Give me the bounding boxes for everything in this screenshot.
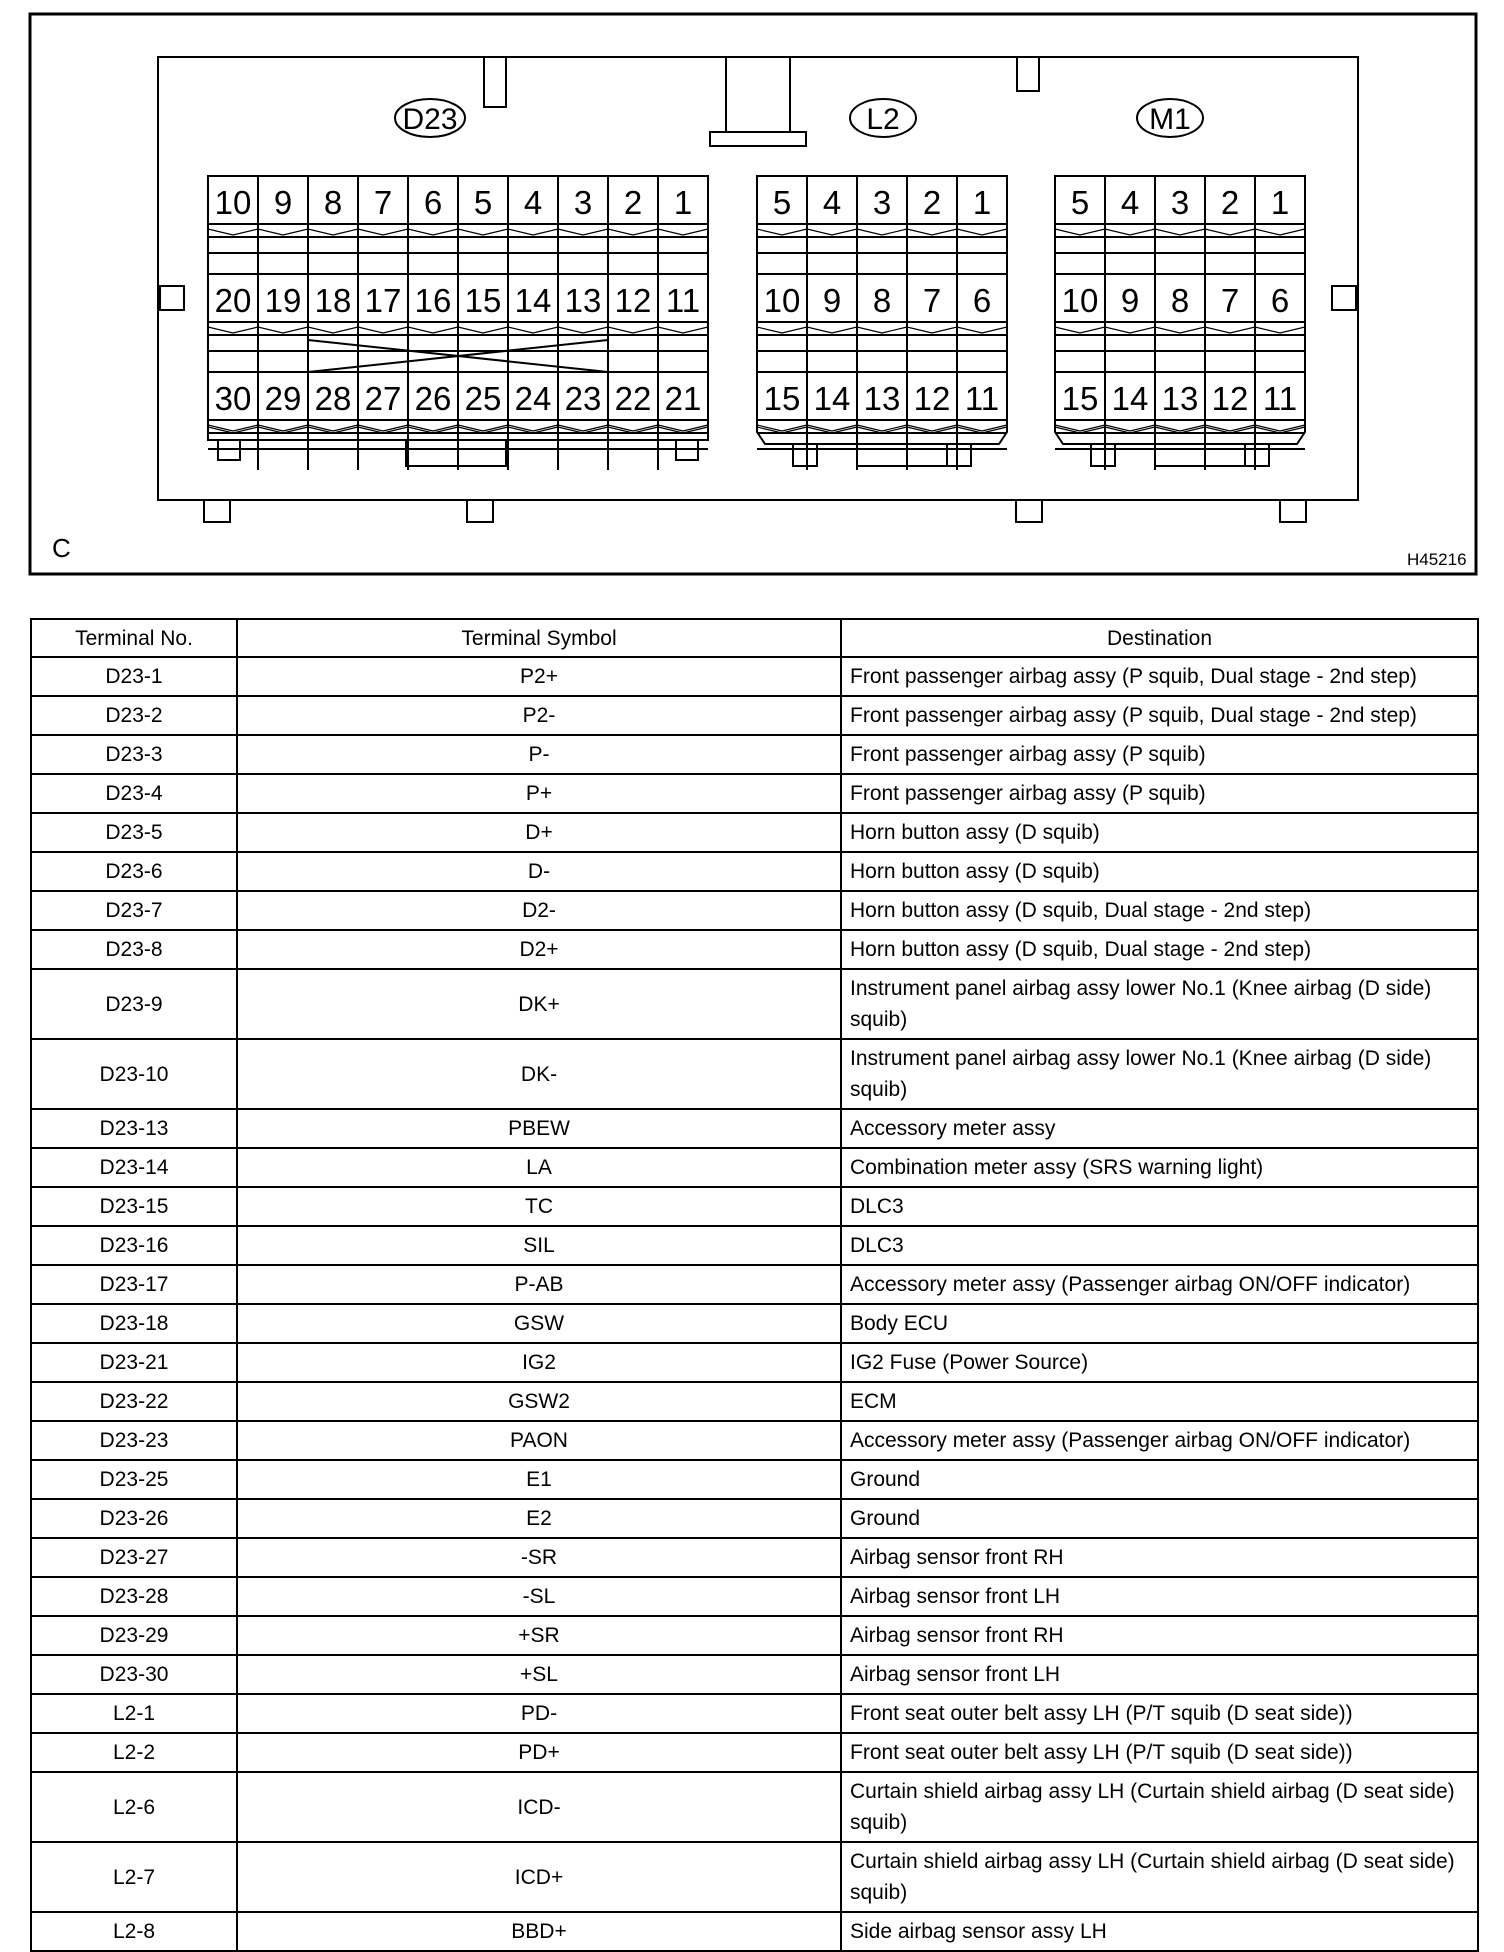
- table-row: [31, 1842, 1478, 1912]
- terminal-symbol-cell: +SR: [237, 1616, 841, 1655]
- terminal-no-cell: D23-8: [31, 930, 237, 969]
- destination-cell: Front passenger airbag assy (P squib): [841, 774, 1478, 813]
- terminal-symbol-cell: PBEW: [237, 1109, 841, 1148]
- terminal-no-cell: D23-15: [31, 1187, 237, 1226]
- table-row: [31, 1694, 1478, 1733]
- corner-label: C: [52, 533, 71, 563]
- header-terminal-no: Terminal No.: [31, 619, 237, 657]
- table-row: [31, 813, 1478, 852]
- terminal-symbol-cell: P2-: [237, 696, 841, 735]
- terminal-no-cell: L2-7: [31, 1842, 237, 1912]
- table-row: [31, 1382, 1478, 1421]
- pin-number: 4: [523, 184, 543, 221]
- pin-number: 16: [414, 282, 452, 319]
- terminal-no-cell: D23-7: [31, 891, 237, 930]
- terminal-symbol-cell: P2+: [237, 657, 841, 696]
- pin-number: 17: [364, 282, 402, 319]
- pin-number: 20: [214, 282, 252, 319]
- table-row: [31, 969, 1478, 1039]
- housing-side-tab: [1332, 286, 1356, 310]
- terminal-symbol-cell: D-: [237, 852, 841, 891]
- pin-number: 24: [514, 380, 552, 417]
- destination-cell: Accessory meter assy (Passenger airbag ON/OFF indicator): [841, 1421, 1478, 1460]
- figure-id: H45216: [1407, 550, 1467, 569]
- destination-cell: Front passenger airbag assy (P squib): [841, 735, 1478, 774]
- row-zigzag: [757, 229, 1007, 235]
- pin-number: 3: [1170, 184, 1190, 221]
- pin-number: 5: [772, 184, 792, 221]
- table-row: [31, 891, 1478, 930]
- connector-figure: [0, 0, 1504, 580]
- destination-cell: Front seat outer belt assy LH (P/T squib (D seat side)): [841, 1694, 1478, 1733]
- pin-number: 10: [1061, 282, 1099, 319]
- table-row: [31, 1148, 1478, 1187]
- pin-number: 13: [564, 282, 602, 319]
- terminal-no-cell: L2-1: [31, 1694, 237, 1733]
- terminal-symbol-cell: PD-: [237, 1694, 841, 1733]
- terminal-no-cell: L2-6: [31, 1772, 237, 1842]
- terminal-symbol-cell: GSW: [237, 1304, 841, 1343]
- pin-number: 15: [763, 380, 801, 417]
- terminal-symbol-cell: E1: [237, 1460, 841, 1499]
- terminal-no-cell: D23-6: [31, 852, 237, 891]
- terminal-no-cell: D23-28: [31, 1577, 237, 1616]
- terminal-symbol-cell: TC: [237, 1187, 841, 1226]
- row-zigzag: [757, 327, 1007, 333]
- pin-number: 14: [514, 282, 552, 319]
- pin-number: 26: [414, 380, 452, 417]
- connector-label: M1: [1149, 103, 1191, 136]
- housing-tab: [1017, 57, 1039, 91]
- pin-number: 19: [264, 282, 302, 319]
- terminal-no-cell: D23-13: [31, 1109, 237, 1148]
- terminal-symbol-cell: P-AB: [237, 1265, 841, 1304]
- housing-foot: [467, 500, 493, 522]
- destination-cell: Accessory meter assy: [841, 1109, 1478, 1148]
- pin-number: 5: [1070, 184, 1090, 221]
- table-row: [31, 1655, 1478, 1694]
- table-row: [31, 1538, 1478, 1577]
- terminal-symbol-cell: D2-: [237, 891, 841, 930]
- destination-cell: Curtain shield airbag assy LH (Curtain shield airbag (D seat side) squib): [841, 1842, 1478, 1912]
- pin-number: 1: [673, 184, 693, 221]
- connector-foot: [1245, 444, 1269, 466]
- terminal-symbol-cell: PAON: [237, 1421, 841, 1460]
- terminal-table: [30, 618, 1479, 1952]
- table-row: [31, 1772, 1478, 1842]
- pin-number: 4: [822, 184, 842, 221]
- table-row: [31, 1460, 1478, 1499]
- housing-lock-base: [710, 132, 806, 146]
- connector-foot: [406, 440, 506, 466]
- connector-label: D23: [402, 103, 458, 136]
- row-zigzag: [1055, 229, 1305, 235]
- pin-number: 8: [872, 282, 892, 319]
- terminal-symbol-cell: ICD-: [237, 1772, 841, 1842]
- connector-l2: [757, 99, 1007, 470]
- pin-number: 21: [664, 380, 702, 417]
- terminal-no-cell: L2-2: [31, 1733, 237, 1772]
- destination-cell: Instrument panel airbag assy lower No.1 (Knee airbag (D side) squib): [841, 969, 1478, 1039]
- terminal-no-cell: D23-27: [31, 1538, 237, 1577]
- pin-number: 9: [1120, 282, 1140, 319]
- terminal-symbol-cell: GSW2: [237, 1382, 841, 1421]
- pin-number: 13: [1161, 380, 1199, 417]
- table-row: [31, 1039, 1478, 1109]
- table-row: [31, 1499, 1478, 1538]
- destination-cell: Horn button assy (D squib, Dual stage - 2nd step): [841, 930, 1478, 969]
- pin-number: 2: [1220, 184, 1240, 221]
- pin-number: 10: [763, 282, 801, 319]
- header-terminal-symbol: Terminal Symbol: [237, 619, 841, 657]
- destination-cell: DLC3: [841, 1187, 1478, 1226]
- table-row: [31, 1265, 1478, 1304]
- pin-number: 6: [423, 184, 443, 221]
- pin-number: 15: [1061, 380, 1099, 417]
- pin-number: 7: [922, 282, 942, 319]
- destination-cell: Airbag sensor front RH: [841, 1538, 1478, 1577]
- terminal-symbol-cell: P-: [237, 735, 841, 774]
- destination-cell: ECM: [841, 1382, 1478, 1421]
- pin-number: 22: [614, 380, 652, 417]
- destination-cell: Horn button assy (D squib): [841, 852, 1478, 891]
- destination-cell: Combination meter assy (SRS warning light): [841, 1148, 1478, 1187]
- table-row: [31, 657, 1478, 696]
- terminal-symbol-cell: SIL: [237, 1226, 841, 1265]
- terminal-no-cell: D23-3: [31, 735, 237, 774]
- header-destination: Destination: [841, 619, 1478, 657]
- housing-foot: [1280, 500, 1306, 522]
- destination-cell: Airbag sensor front RH: [841, 1616, 1478, 1655]
- pin-number: 18: [314, 282, 352, 319]
- row-zigzag: [1055, 327, 1305, 333]
- connector-foot: [1091, 444, 1115, 466]
- pin-number: 30: [214, 380, 252, 417]
- table-row: [31, 735, 1478, 774]
- terminal-no-cell: D23-21: [31, 1343, 237, 1382]
- pin-number: 12: [913, 380, 951, 417]
- pin-number: 14: [813, 380, 851, 417]
- terminal-no-cell: D23-14: [31, 1148, 237, 1187]
- pin-number: 10: [214, 184, 252, 221]
- connector-diagram: [0, 0, 1504, 580]
- terminal-no-cell: D23-22: [31, 1382, 237, 1421]
- terminal-no-cell: L2-8: [31, 1912, 237, 1951]
- pin-number: 13: [863, 380, 901, 417]
- table-row: [31, 1577, 1478, 1616]
- destination-cell: Ground: [841, 1460, 1478, 1499]
- pin-number: 12: [614, 282, 652, 319]
- table-row: [31, 1616, 1478, 1655]
- terminal-symbol-cell: DK-: [237, 1039, 841, 1109]
- pin-number: 9: [273, 184, 293, 221]
- terminal-no-cell: D23-4: [31, 774, 237, 813]
- connector-label: L2: [866, 103, 900, 136]
- destination-cell: Horn button assy (D squib, Dual stage - 2nd step): [841, 891, 1478, 930]
- terminal-no-cell: D23-1: [31, 657, 237, 696]
- terminal-symbol-cell: D+: [237, 813, 841, 852]
- pin-number: 8: [1170, 282, 1190, 319]
- destination-cell: DLC3: [841, 1226, 1478, 1265]
- table-row: [31, 774, 1478, 813]
- destination-cell: Instrument panel airbag assy lower No.1 (Knee airbag (D side) squib): [841, 1039, 1478, 1109]
- terminal-no-cell: D23-26: [31, 1499, 237, 1538]
- connector-m1: [1055, 99, 1305, 470]
- pin-number: 8: [323, 184, 343, 221]
- destination-cell: Horn button assy (D squib): [841, 813, 1478, 852]
- pin-number: 11: [1262, 380, 1298, 417]
- table-row: [31, 696, 1478, 735]
- terminal-symbol-cell: +SL: [237, 1655, 841, 1694]
- pin-number: 3: [872, 184, 892, 221]
- table-row: [31, 1421, 1478, 1460]
- pin-number: 23: [564, 380, 602, 417]
- terminal-no-cell: D23-29: [31, 1616, 237, 1655]
- pin-number: 7: [1220, 282, 1240, 319]
- destination-cell: Curtain shield airbag assy LH (Curtain shield airbag (D seat side) squib): [841, 1772, 1478, 1842]
- pin-number: 3: [573, 184, 593, 221]
- destination-cell: Body ECU: [841, 1304, 1478, 1343]
- terminal-symbol-cell: -SL: [237, 1577, 841, 1616]
- table-row: [31, 1187, 1478, 1226]
- terminal-symbol-cell: ICD+: [237, 1842, 841, 1912]
- table-header-row: [31, 619, 1478, 657]
- terminal-symbol-cell: DK+: [237, 969, 841, 1039]
- table-row: [31, 1304, 1478, 1343]
- table-row: [31, 1343, 1478, 1382]
- terminal-no-cell: D23-10: [31, 1039, 237, 1109]
- terminal-symbol-cell: E2: [237, 1499, 841, 1538]
- pin-number: 12: [1211, 380, 1249, 417]
- destination-cell: Side airbag sensor assy LH: [841, 1912, 1478, 1951]
- connector-foot: [947, 444, 971, 466]
- table-row: [31, 1109, 1478, 1148]
- terminal-no-cell: D23-2: [31, 696, 237, 735]
- pin-number: 5: [473, 184, 493, 221]
- housing-tab: [484, 57, 506, 107]
- pin-number: 11: [964, 380, 1000, 417]
- destination-cell: Front passenger airbag assy (P squib, Dual stage - 2nd step): [841, 696, 1478, 735]
- terminal-symbol-cell: -SR: [237, 1538, 841, 1577]
- pin-number: 11: [665, 282, 701, 319]
- terminal-no-cell: D23-9: [31, 969, 237, 1039]
- housing-foot: [204, 500, 230, 522]
- destination-cell: Front passenger airbag assy (P squib, Dual stage - 2nd step): [841, 657, 1478, 696]
- pin-number: 2: [623, 184, 643, 221]
- terminal-symbol-cell: PD+: [237, 1733, 841, 1772]
- terminal-symbol-cell: BBD+: [237, 1912, 841, 1951]
- pin-number: 14: [1111, 380, 1149, 417]
- terminal-no-cell: D23-5: [31, 813, 237, 852]
- pin-number: 27: [364, 380, 402, 417]
- pin-number: 6: [1270, 282, 1290, 319]
- terminal-symbol-cell: D2+: [237, 930, 841, 969]
- destination-cell: Front seat outer belt assy LH (P/T squib (D seat side)): [841, 1733, 1478, 1772]
- connector-foot: [793, 444, 817, 466]
- pin-number: 7: [373, 184, 393, 221]
- pin-number: 1: [972, 184, 992, 221]
- terminal-no-cell: D23-17: [31, 1265, 237, 1304]
- terminal-no-cell: D23-25: [31, 1460, 237, 1499]
- pin-number: 15: [464, 282, 502, 319]
- pin-number: 4: [1120, 184, 1140, 221]
- terminal-no-cell: D23-18: [31, 1304, 237, 1343]
- destination-cell: Ground: [841, 1499, 1478, 1538]
- destination-cell: Airbag sensor front LH: [841, 1655, 1478, 1694]
- pin-number: 2: [922, 184, 942, 221]
- table-row: [31, 1733, 1478, 1772]
- destination-cell: Accessory meter assy (Passenger airbag ON/OFF indicator): [841, 1265, 1478, 1304]
- housing-foot: [1016, 500, 1042, 522]
- terminal-no-cell: D23-16: [31, 1226, 237, 1265]
- terminal-symbol-cell: IG2: [237, 1343, 841, 1382]
- pin-number: 6: [972, 282, 992, 319]
- table-row: [31, 930, 1478, 969]
- terminal-no-cell: D23-23: [31, 1421, 237, 1460]
- pin-number: 29: [264, 380, 302, 417]
- destination-cell: Airbag sensor front LH: [841, 1577, 1478, 1616]
- housing-side-tab: [160, 286, 184, 310]
- pin-number: 9: [822, 282, 842, 319]
- pin-number: 28: [314, 380, 352, 417]
- terminal-no-cell: D23-30: [31, 1655, 237, 1694]
- pin-number: 1: [1270, 184, 1290, 221]
- terminal-symbol-cell: P+: [237, 774, 841, 813]
- table-row: [31, 852, 1478, 891]
- housing-lock: [726, 57, 790, 132]
- destination-cell: IG2 Fuse (Power Source): [841, 1343, 1478, 1382]
- table-row: [31, 1226, 1478, 1265]
- table-row: [31, 1912, 1478, 1951]
- terminal-symbol-cell: LA: [237, 1148, 841, 1187]
- connector-d23: [208, 99, 708, 470]
- pin-number: 25: [464, 380, 502, 417]
